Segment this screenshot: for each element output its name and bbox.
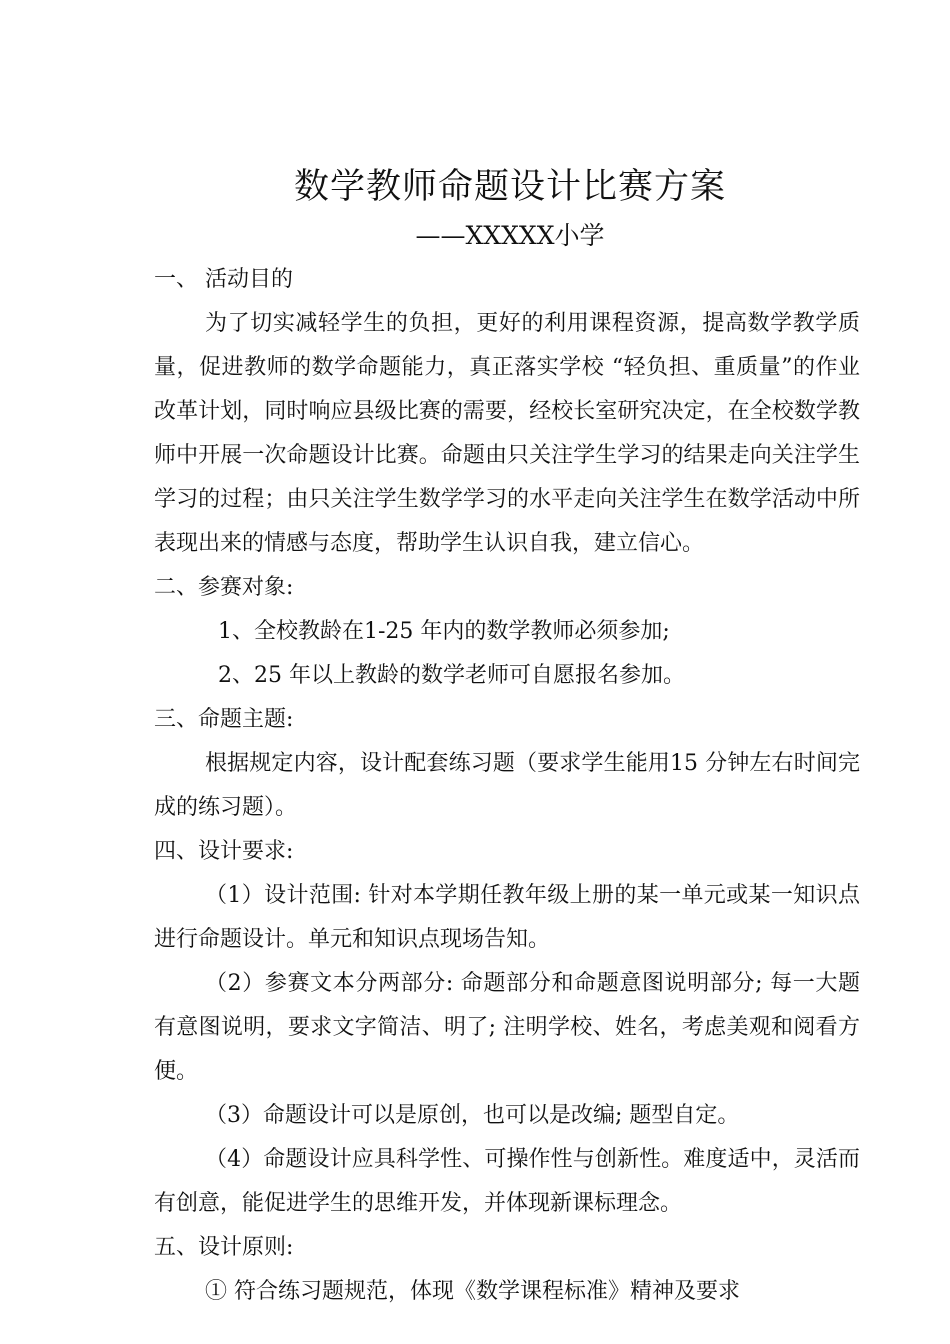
theme-paragraph: 根据规定内容，设计配套练习题（要求学生能用15 分钟左右时间完成的练习题）。 — [154, 751, 860, 820]
section-heading-participants: 二、参赛对象: — [154, 575, 294, 600]
document-body — [154, 258, 860, 1314]
requirement-3: （3）命题设计可以是原创，也可以是改编; 题型自定。 — [205, 1103, 740, 1128]
section-heading-principles: 五、设计原则: — [154, 1235, 294, 1260]
page-title: 数学教师命题设计比赛方案 — [293, 167, 726, 207]
section-heading-requirements: 四、设计要求: — [154, 839, 294, 864]
participants-item-2: 2、25 年以上教龄的数学老师可自愿报名参加。 — [218, 663, 685, 688]
participants-item-1: 1、全校教龄在1-25 年内的数学教师必须参加; — [218, 619, 670, 644]
section-heading-theme: 三、命题主题: — [154, 707, 294, 732]
principle-1: ① 符合练习题规范，体现《数学课程标准》精神及要求 — [205, 1279, 740, 1304]
requirement-4: （4）命题设计应具科学性、可操作性与创新性。难度适中，灵活而有创意，能促进学生的思维开发，并体现新课标理念。 — [154, 1147, 860, 1216]
purpose-paragraph: 为了切实减轻学生的负担，更好的利用课程资源，提高数学教学质量，促进教师的数学命题能力，真正落实学校 “轻负担、重质量”的作业改革计划，同时响应县级比赛的需要，经校长室研究决定，在全校数学教师中开展一次命题设计比赛。命题由只关注学生学习的结果走向关注学生学习的过程；由只关注学生数学学习的水平走向关注学生在数学活动中所表现出来的情感与态度，帮助学生认识自我，建立信心。 — [154, 311, 860, 556]
page-subtitle: ——XXXXX小学 — [415, 221, 605, 250]
requirement-1: （1）设计范围: 针对本学期任教年级上册的某一单元或某一知识点进行命题设计。单元和知识点现场告知。 — [154, 883, 860, 952]
requirement-2: （2）参赛文本分两部分: 命题部分和命题意图说明部分; 每一大题有意图说明，要求文字简洁、明了; 注明学校、姓名，考虑美观和阅看方便。 — [154, 971, 860, 1084]
section-heading-purpose: 一、 活动目的 — [154, 267, 293, 292]
